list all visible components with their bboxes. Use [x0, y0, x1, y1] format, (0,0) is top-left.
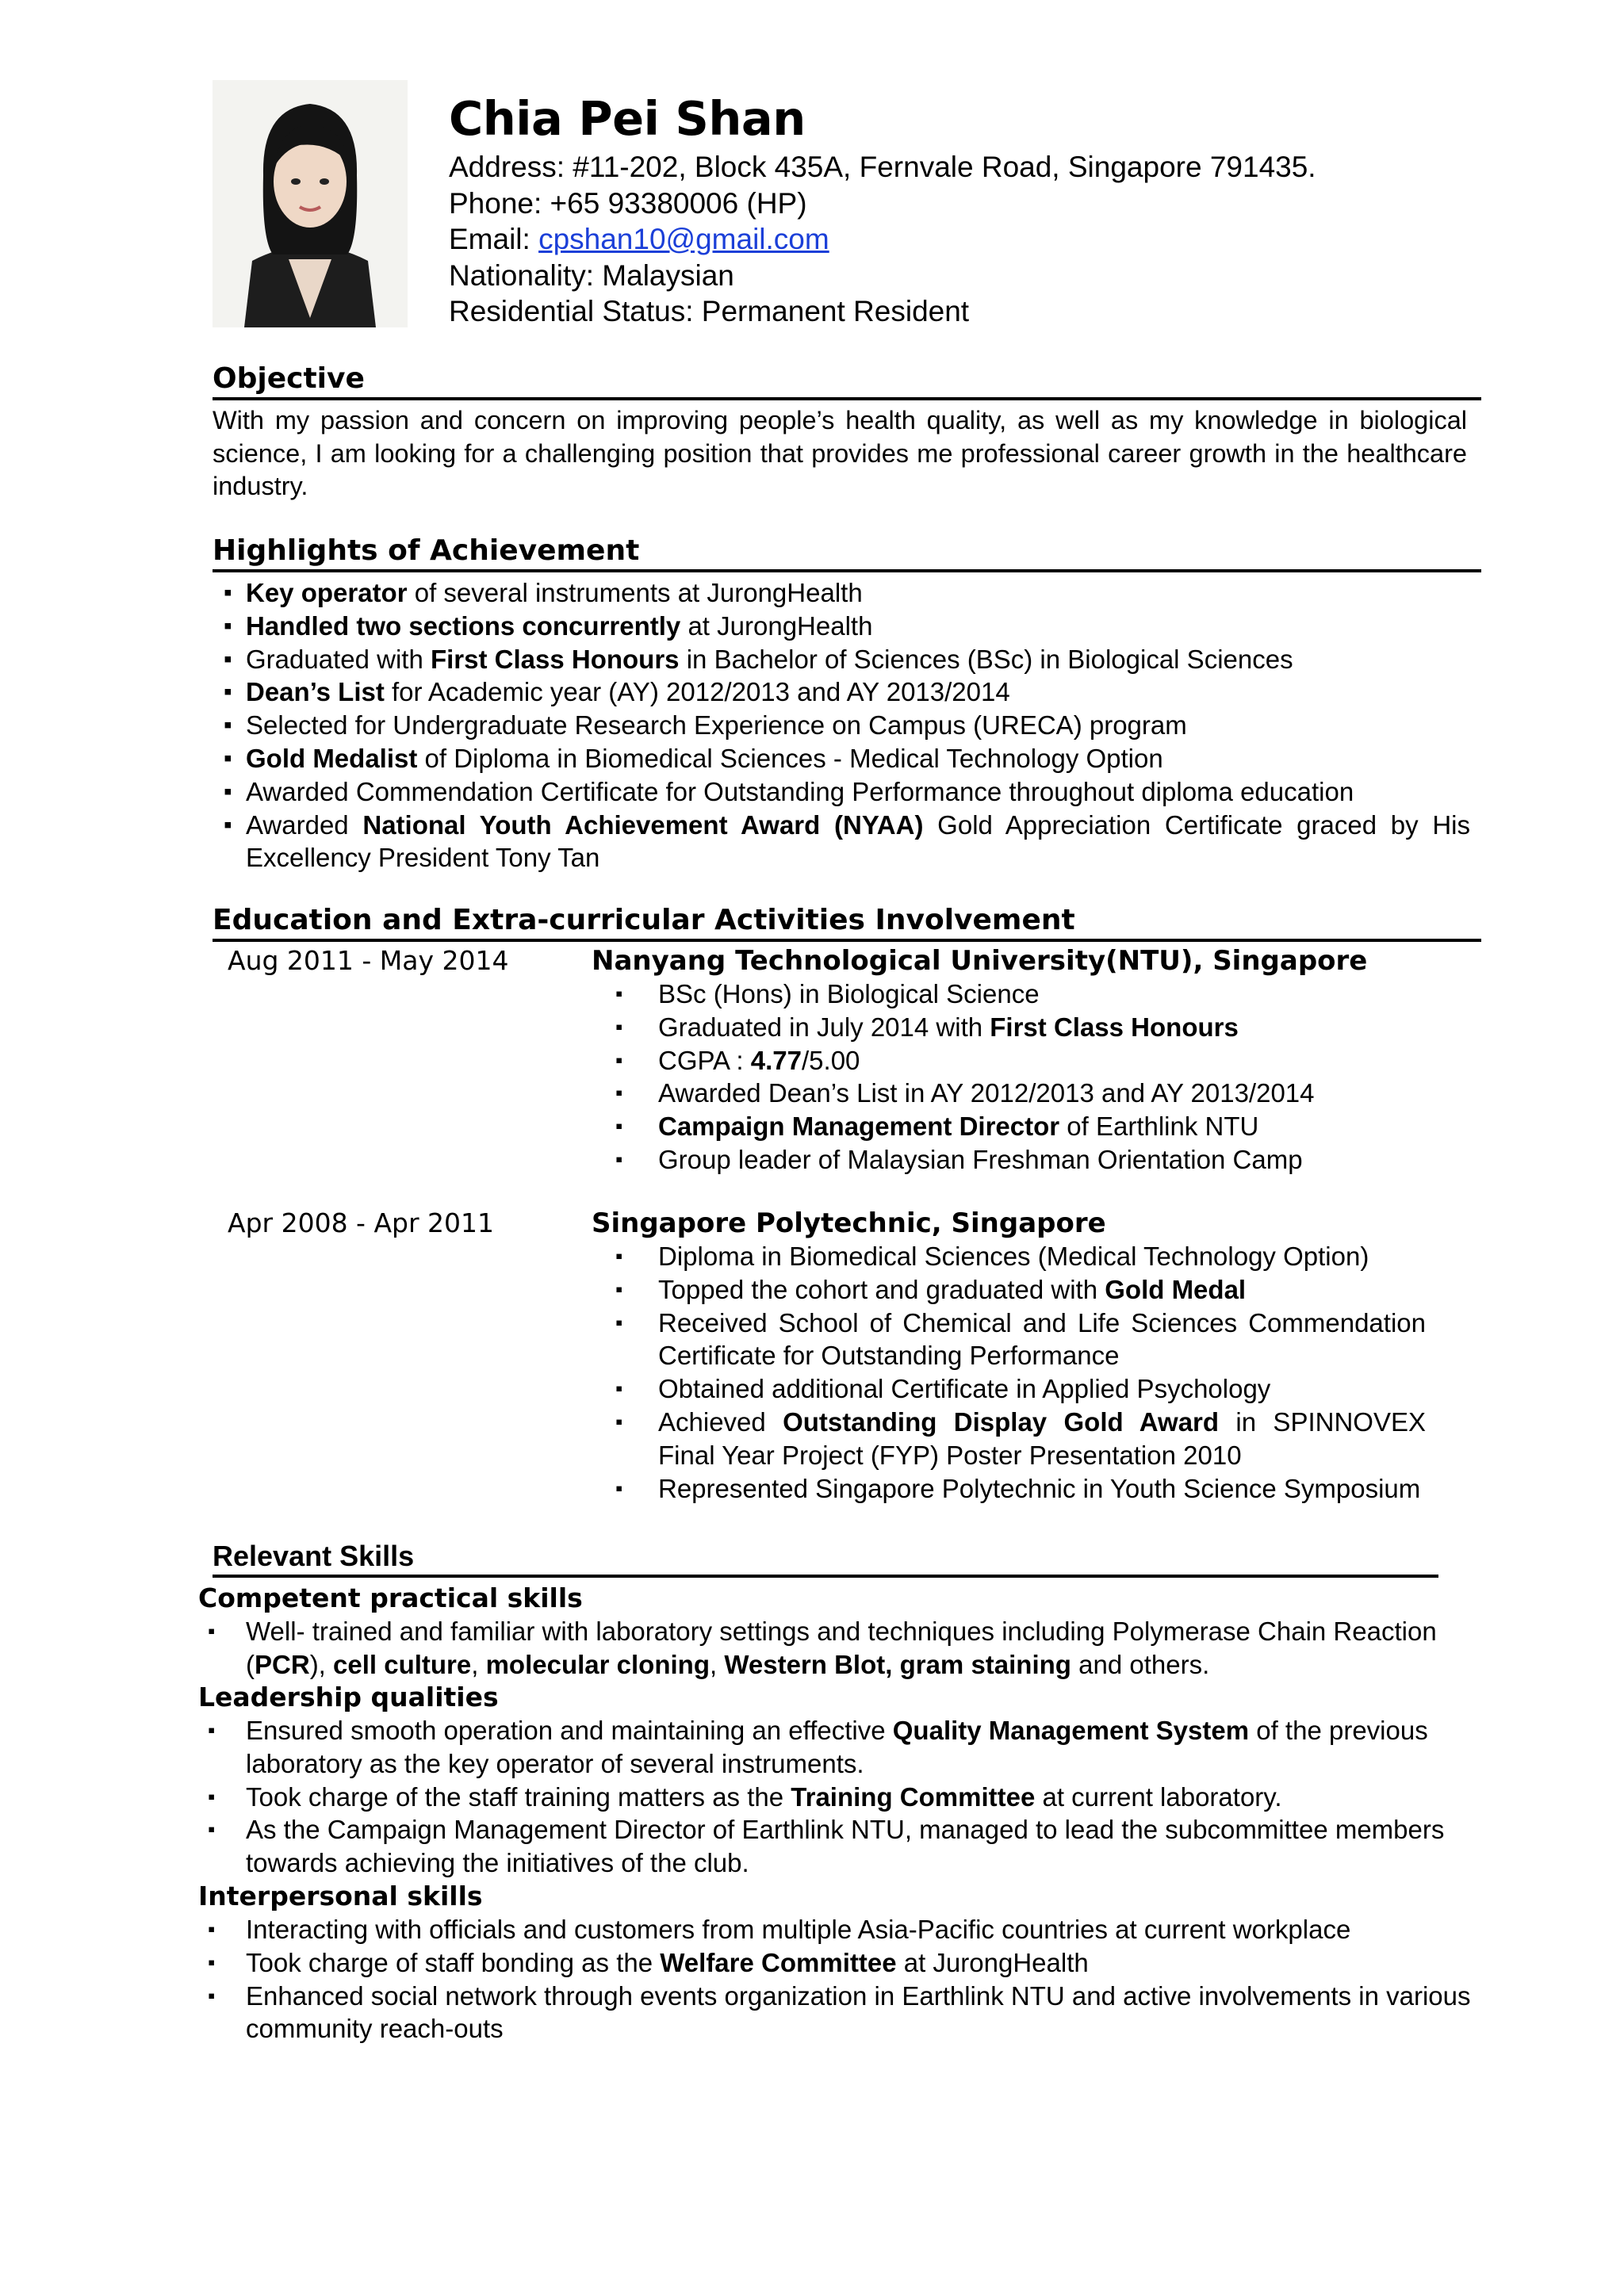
item-text: of several instruments at JurongHealth [407, 578, 863, 607]
item-emphasis: Outstanding Display Gold Award [783, 1406, 1220, 1437]
item-emphasis: Welfare Committee [660, 1947, 897, 1977]
education-item [615, 978, 1426, 1011]
item-text: Topped the cohort and graduated with [658, 1274, 1105, 1304]
item-text: Took charge of the staff training matters as the [246, 1781, 791, 1812]
item-text: Graduated in July 2014 with [658, 1012, 990, 1042]
highlight-item [224, 709, 1470, 742]
item-emphasis: Gold Medal [1105, 1274, 1247, 1304]
skills-heading: Relevant Skills [213, 1540, 1438, 1578]
item-text: Selected for Undergraduate Research Experience on Campus (URECA) program [246, 710, 1187, 740]
education-dates: Apr 2008 - Apr 2011 [228, 1207, 495, 1238]
item-text: of the previous laboratory as the key operator of several instruments. [246, 1716, 1428, 1778]
item-emphasis: cell culture [333, 1649, 472, 1679]
skill-item [208, 1813, 1477, 1880]
education-item [615, 1077, 1426, 1110]
education-items [615, 978, 1426, 1177]
education-item [615, 1044, 1426, 1077]
item-text: Obtained additional Certificate in Applied Psychology [658, 1374, 1271, 1404]
education-item [615, 1011, 1426, 1044]
item-emphasis: Campaign Management Director [658, 1112, 1060, 1142]
item-text: in Bachelor of Sciences (BSc) in Biological Sciences [679, 644, 1293, 674]
highlight-item [224, 809, 1470, 875]
education-item [615, 1406, 1426, 1472]
skill-item [208, 1781, 1477, 1814]
education-school: Nanyang Technological University(NTU), Singapore [592, 945, 1368, 977]
item-emphasis: 4.77 [750, 1045, 802, 1075]
email-line [449, 221, 1316, 258]
item-text: Awarded [246, 809, 363, 840]
item-text: at current laboratory. [1035, 1781, 1282, 1812]
item-emphasis: Quality Management System [892, 1716, 1250, 1745]
skill-group-title: Leadership qualities [198, 1682, 499, 1712]
item-text: of Earthlink NTU [1059, 1112, 1259, 1142]
phone-line: Phone: +65 93380006 (HP) [449, 186, 807, 220]
skill-list [208, 1913, 1477, 2045]
skill-group-title: Interpersonal skills [198, 1881, 483, 1911]
skill-list [208, 1714, 1477, 1880]
item-text: Group leader of Malaysian Freshman Orientation Camp [658, 1144, 1303, 1174]
item-text: for Academic year (AY) 2012/2013 and AY 2013/2014 [384, 677, 1010, 707]
item-text: at JurongHealth [680, 610, 873, 641]
item-emphasis: PCR [255, 1649, 310, 1679]
highlight-item [224, 675, 1470, 709]
item-text: , [709, 1649, 725, 1679]
item-text: /5.00 [802, 1045, 860, 1075]
education-item [615, 1240, 1426, 1273]
candidate-name: Chia Pei Shan [449, 91, 806, 146]
item-emphasis: Gold Medalist [246, 743, 418, 773]
item-text: Received School of Chemical and Life Sciences Commendation Certificate for Outstanding Performance [658, 1307, 1426, 1371]
item-text: Gold Appreciation Certificate graced by His Excellency President Tony Tan [246, 809, 1470, 873]
skill-group-title: Competent practical skills [198, 1582, 583, 1613]
highlights-heading: Highlights of Achievement [213, 534, 1481, 572]
skill-item [208, 1714, 1477, 1781]
highlight-item [224, 775, 1470, 809]
item-text: Diploma in Biomedical Sciences (Medical Technology Option) [658, 1242, 1369, 1271]
item-text: Interacting with officials and customers from multiple Asia-Pacific countries at current workplace [246, 1915, 1351, 1944]
education-items [615, 1240, 1426, 1505]
highlight-item [224, 576, 1470, 610]
item-text: at JurongHealth [896, 1947, 1089, 1977]
education-heading: Education and Extra-curricular Activities Involvement [213, 904, 1481, 942]
item-emphasis: National Youth Achievement Award (NYAA) [362, 809, 924, 840]
education-item [615, 1372, 1426, 1406]
highlight-item [224, 742, 1470, 775]
item-emphasis: Dean’s List [246, 677, 385, 707]
education-school: Singapore Polytechnic, Singapore [592, 1207, 1106, 1239]
education-item [615, 1143, 1426, 1177]
item-text: Ensured smooth operation and maintaining an effective [246, 1716, 893, 1745]
objective-heading: Objective [213, 362, 1481, 400]
skill-item [208, 1946, 1477, 1980]
profile-photo [213, 80, 408, 327]
item-text: As the Campaign Management Director of Earthlink NTU, managed to lead the subcommittee members towards achieving the initiatives of the club. [246, 1815, 1445, 1878]
item-emphasis: First Class Honours [430, 644, 680, 674]
skill-list [208, 1615, 1477, 1682]
item-text: in SPINNOVEX Final Year Project (FYP) Poster Presentation 2010 [658, 1406, 1426, 1470]
contact-block [449, 149, 1316, 330]
item-text: and others. [1071, 1649, 1210, 1679]
item-emphasis: Western Blot, gram staining [724, 1649, 1071, 1679]
highlight-item [224, 610, 1470, 643]
email-link[interactable]: cpshan10@gmail.com [538, 223, 829, 256]
item-emphasis: Handled two sections concurrently [246, 610, 681, 641]
education-item [615, 1472, 1426, 1506]
item-text: CGPA : [658, 1045, 751, 1075]
item-text: Awarded Commendation Certificate for Outstanding Performance throughout diploma education [246, 776, 1354, 806]
item-text: of Diploma in Biomedical Sciences - Medical Technology Option [417, 743, 1163, 773]
skill-item [208, 1615, 1477, 1682]
item-text: ), [309, 1649, 334, 1679]
nationality-line: Nationality: Malaysian [449, 258, 734, 292]
education-dates: Aug 2011 - May 2014 [228, 945, 509, 976]
skill-item [208, 1980, 1477, 2046]
item-text: Enhanced social network through events organization in Earthlink NTU and active involvements in various community reach-outs [246, 1980, 1471, 2044]
education-item [615, 1273, 1426, 1307]
education-item [615, 1110, 1426, 1143]
item-text: Represented Singapore Polytechnic in Youth Science Symposium [658, 1473, 1421, 1503]
highlight-item [224, 643, 1470, 676]
email-label: Email: [449, 223, 539, 256]
highlights-list [224, 576, 1470, 874]
item-text: Well- trained and familiar with laboratory settings and techniques including Polymerase Chain Reaction ( [246, 1617, 1437, 1679]
item-emphasis: Training Committee [791, 1781, 1036, 1812]
item-emphasis: First Class Honours [990, 1012, 1239, 1042]
item-text: Awarded Dean’s List in AY 2012/2013 and AY 2013/2014 [658, 1078, 1315, 1108]
residential-status-line: Residential Status: Permanent Resident [449, 295, 970, 328]
objective-text: With my passion and concern on improving people’s health quality, as well as my knowledge in biological science, I am looking for a challenging position that provides me professional career growth in the healthcare industry. [213, 406, 1467, 500]
item-text: Achieved [658, 1406, 783, 1437]
item-text: BSc (Hons) in Biological Science [658, 979, 1040, 1008]
item-text: Took charge of staff bonding as the [246, 1947, 661, 1977]
item-emphasis: molecular cloning [485, 1649, 710, 1679]
item-text: , [471, 1649, 486, 1679]
skill-item [208, 1913, 1477, 1946]
education-item [615, 1307, 1426, 1373]
item-text: Graduated with [246, 644, 431, 674]
address-line: Address: #11-202, Block 435A, Fernvale Road, Singapore 791435. [449, 151, 1316, 183]
item-emphasis: Key operator [246, 578, 408, 607]
